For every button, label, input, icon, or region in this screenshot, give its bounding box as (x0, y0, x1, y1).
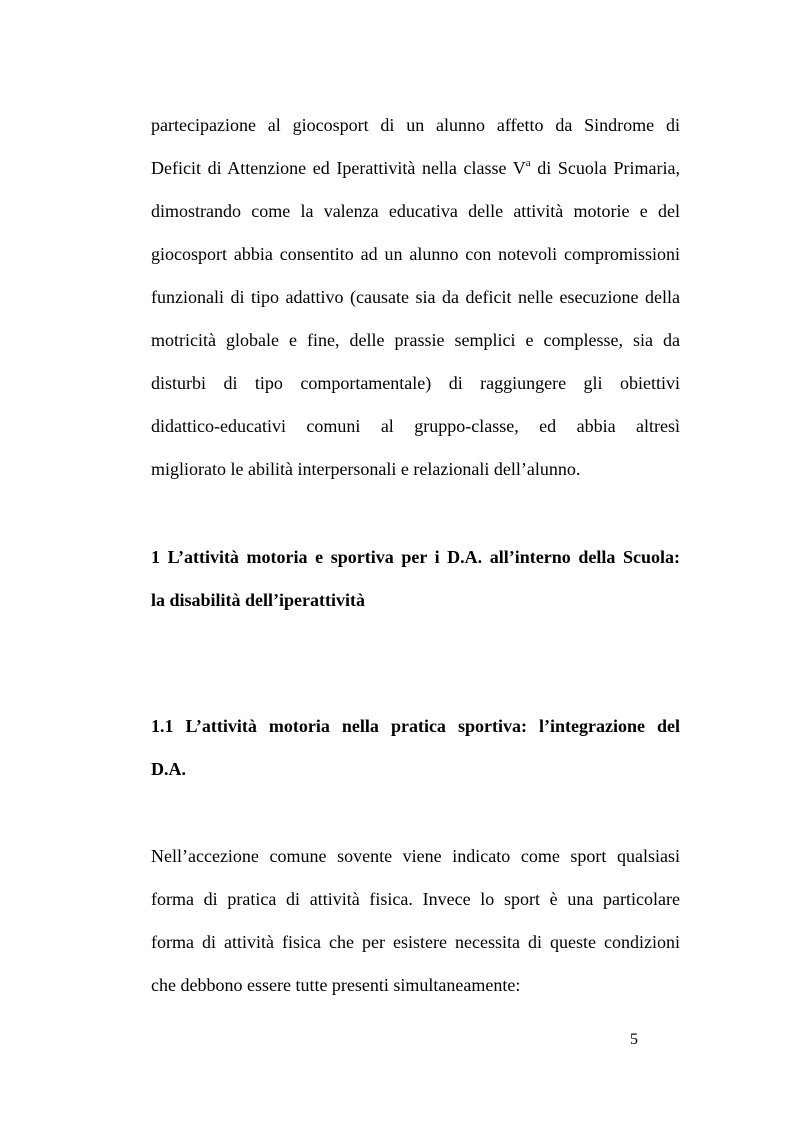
paragraph-1-line-9: migliorato le abilità interpersonali e relazionali dell’alunno. (151, 459, 581, 479)
page-number: 5 (630, 1031, 638, 1048)
section-heading-2-line-2: D.A. (151, 759, 186, 779)
paragraph-1-line-5: funzionali di tipo adattivo (causate sia da deficit nelle esecuzione della (151, 287, 680, 307)
section-heading-1-line-2: la disabilità dell’iperattività (151, 590, 365, 610)
paragraph-1-line-3: dimostrando come la valenza educativa delle attività motorie e del (151, 201, 680, 221)
paragraph-1-line-2 (151, 157, 680, 179)
paragraph-1-line-2-tail: di Scuola Primaria, (530, 158, 680, 178)
superscript-a: a (525, 157, 531, 169)
paragraph-1-line-6: motricità globale e fine, delle prassie semplici e complesse, sia da (151, 330, 680, 350)
paragraph-1-line-7: disturbi di tipo comportamentale) di raggiungere gli obiettivi (151, 373, 680, 393)
section-heading-1-line-1: 1 L’attività motoria e sportiva per i D.A. all’interno della Scuola: (151, 547, 680, 567)
paragraph-1-line-8: didattico-educativi comuni al gruppo-classe, ed abbia altresì (151, 416, 680, 436)
paragraph-2-line-2: forma di pratica di attività fisica. Invece lo sport è una particolare (151, 889, 680, 909)
paragraph-1-line-1: partecipazione al giocosport di un alunno affetto da Sindrome di (151, 115, 680, 135)
paragraph-1-line-2-text: Deficit di Attenzione ed Iperattività nella classe V (151, 158, 526, 178)
paragraph-2-line-3: forma di attività fisica che per esistere necessita di queste condizioni (151, 932, 680, 952)
paragraph-2-line-4: che debbono essere tutte presenti simultaneamente: (151, 975, 521, 995)
paragraph-1-line-4: giocosport abbia consentito ad un alunno con notevoli compromissioni (151, 244, 680, 264)
section-heading-2-line-1: 1.1 L’attività motoria nella pratica sportiva: l’integrazione del (151, 716, 680, 736)
paragraph-2-line-1: Nell’accezione comune sovente viene indicato come sport qualsiasi (151, 846, 680, 866)
